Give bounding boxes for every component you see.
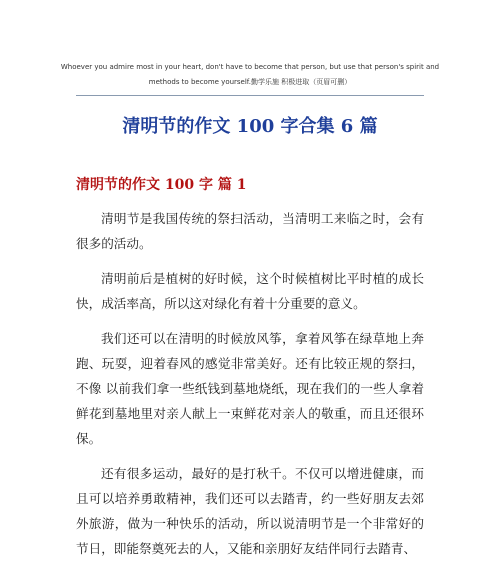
- page-header-quote: [60, 60, 440, 90]
- header-quote-line-1: Whoever you admire most in your heart, don't have to become that person, but use that person's spirit and: [60, 63, 440, 71]
- header-divider: [76, 95, 424, 96]
- paragraph: 还有很多运动，最好的是打秋千。不仅可以增进健康，而且可以培养勇敢精神，我们还可以去踏青，约一些好朋友去郊外旅游，做为一种快乐的活动，所以说清明节是一个非常好的节日，即能祭奠死去的人，又能和亲朋好友结伴同行去踏青、: [76, 466, 424, 556]
- document-title: 清明节的作文 100 字合集 6 篇: [122, 116, 378, 137]
- paragraph: 我们还可以在清明的时候放风筝，拿着风筝在绿草地上奔跑、玩耍，迎着春风的感觉非常美好。还有比较正规的祭扫，不像 以前我们拿一些纸钱到墓地烧纸，现在我们的一些人拿着鲜花到墓地里对亲人献上一束鲜花对亲人的敬重，而且还很环保。: [76, 331, 424, 446]
- header-quote-line-2: methods to become yourself.勤学乐施 积极进取（页眉可删）: [148, 78, 352, 86]
- section-title: 清明节的作文 100 字 篇 1: [76, 177, 247, 193]
- paragraph: 清明节是我国传统的祭扫活动，当清明工来临之时，会有很多的活动。: [76, 211, 424, 251]
- paragraph: 清明前后是植树的好时候，这个时候植树比平时植的成长快，成活率高，所以这对绿化有着十分重要的意义。: [76, 271, 424, 311]
- document-body: [76, 206, 424, 566]
